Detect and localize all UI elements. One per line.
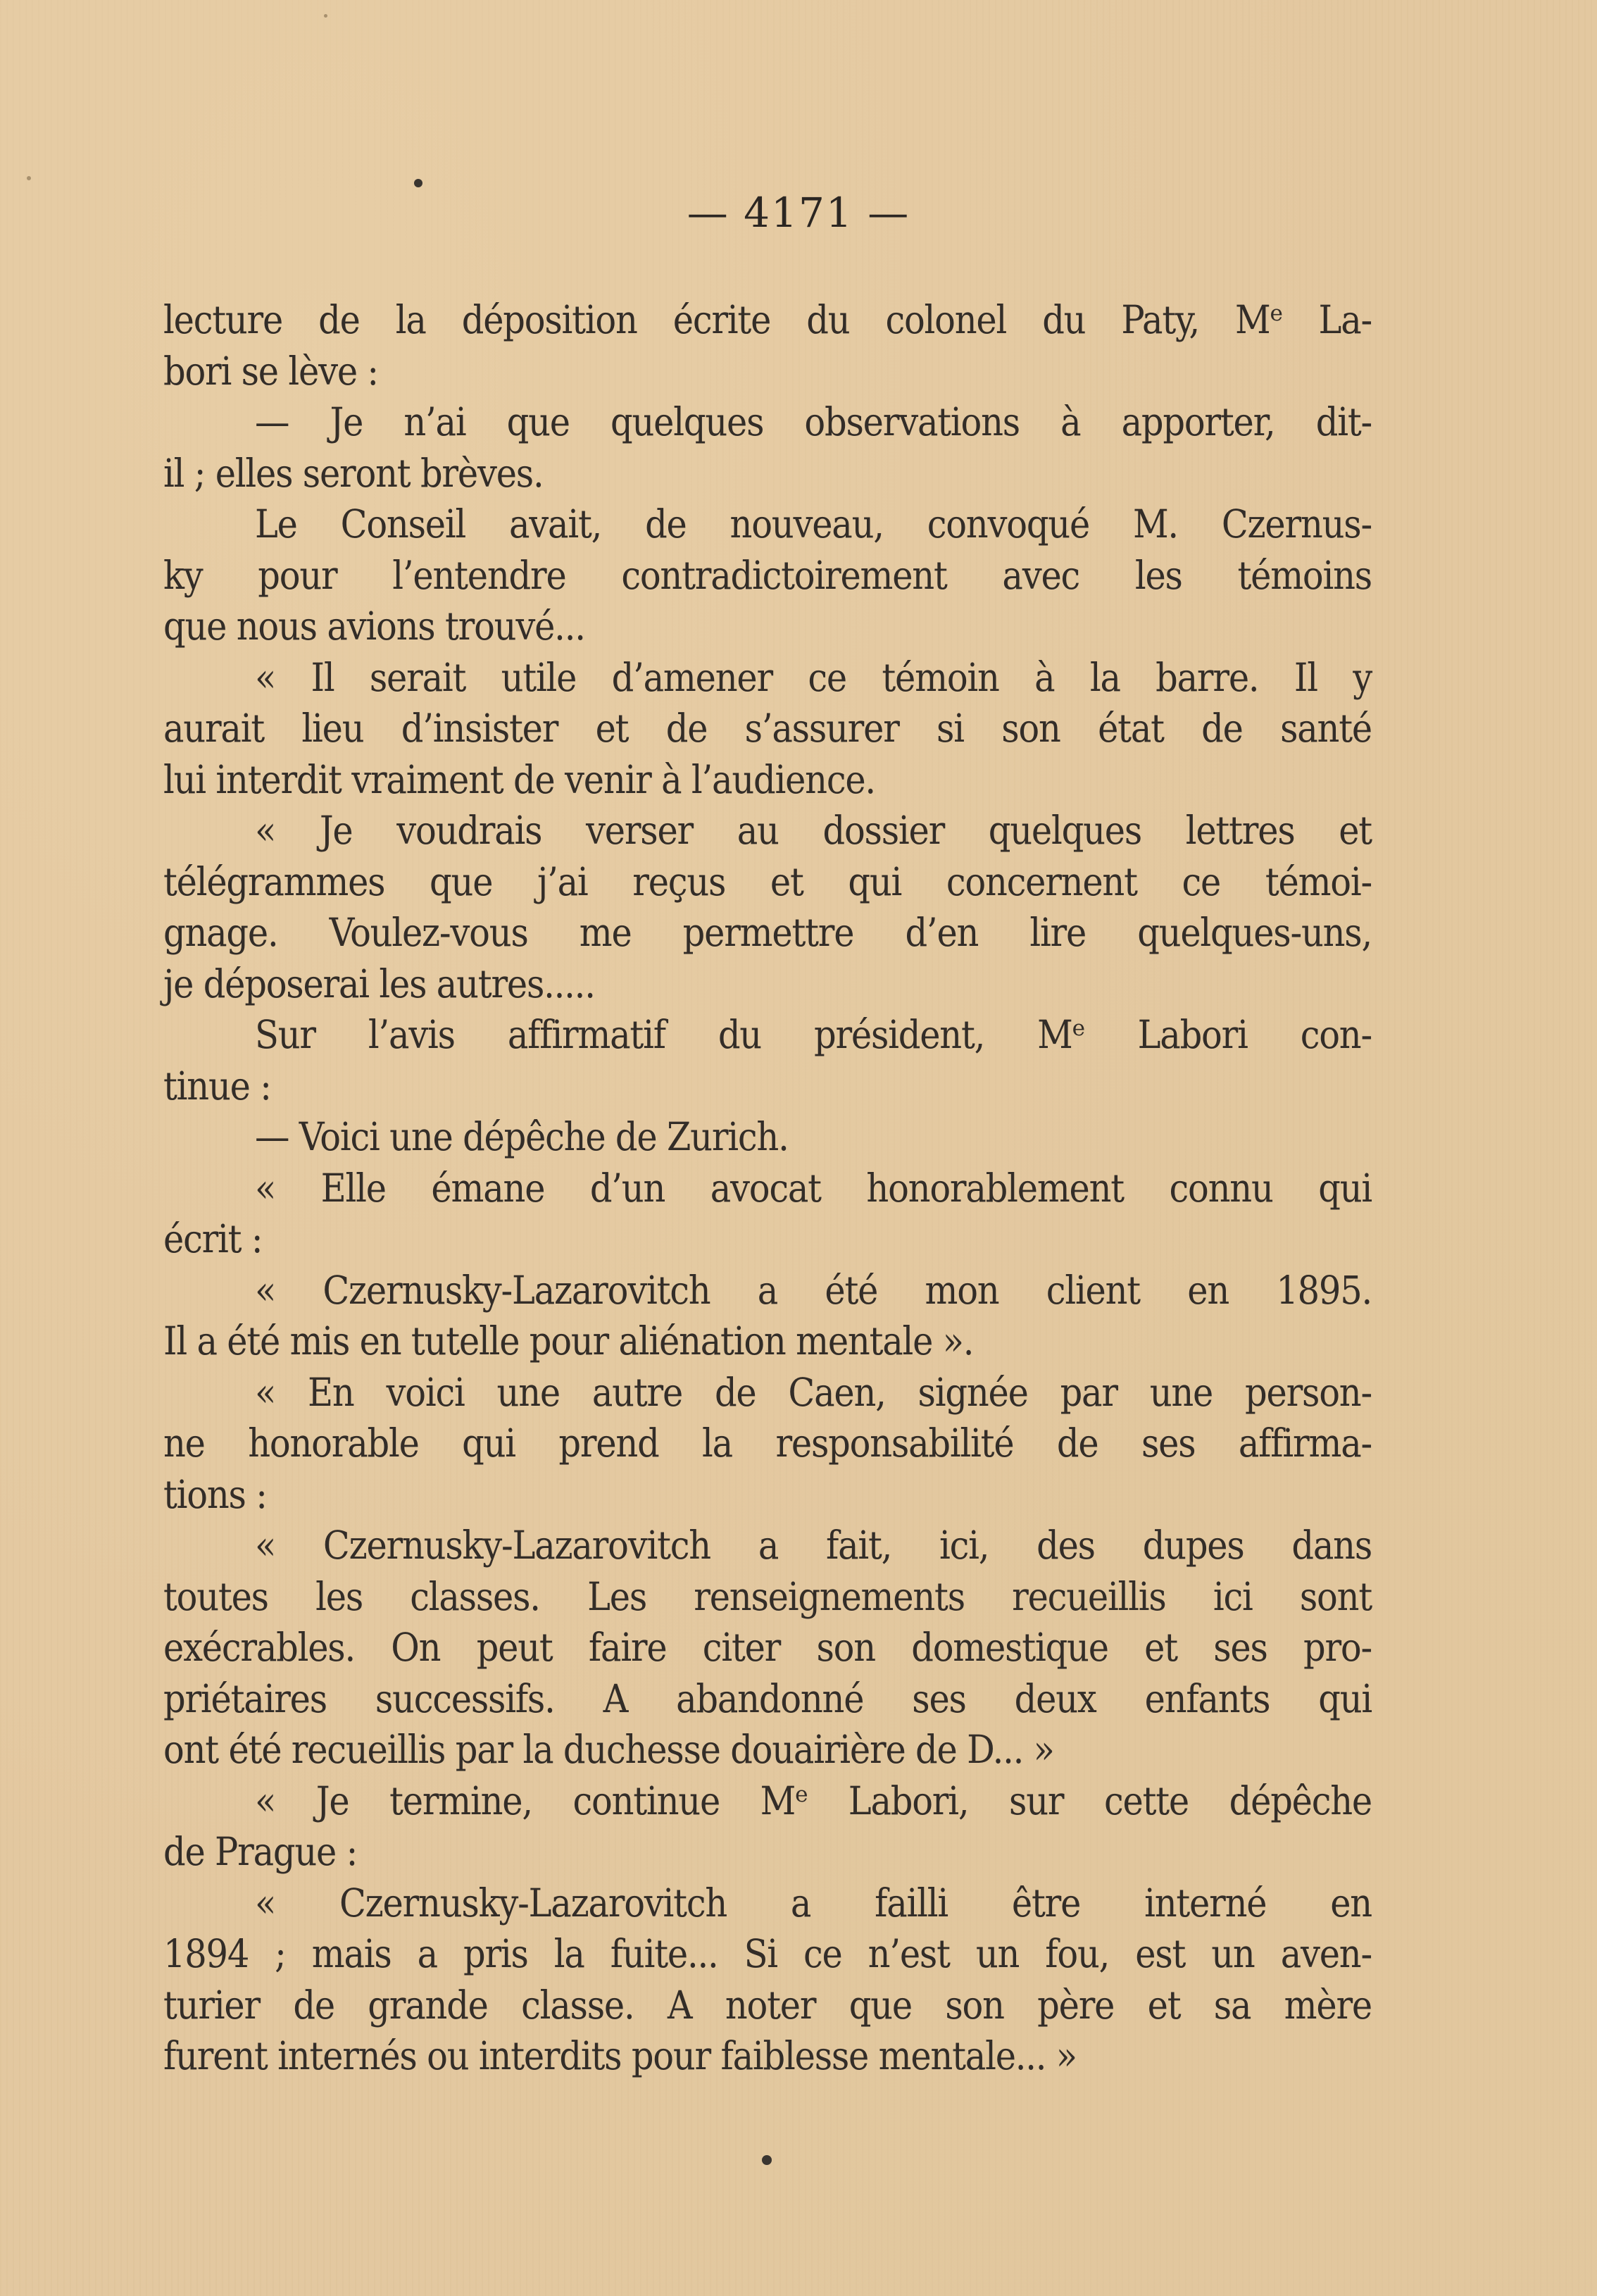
text-line: tinue : <box>163 1063 271 1109</box>
text-line: de Prague : <box>163 1829 358 1874</box>
ink-spot <box>762 2155 772 2165</box>
ink-spot <box>414 179 422 187</box>
text-line: bori se lève : <box>163 348 378 394</box>
text-line: ont été recueillis par la duchesse douairière de D... » <box>163 1727 1054 1772</box>
text-line: toutes les classes. Les renseignements recueillis ici sont <box>163 1573 1372 1619</box>
text-line: furent internés ou interdits pour faiblesse mentale... » <box>163 2033 1077 2078</box>
text-line: lecture de la déposition écrite du colonel du Paty, Mᵉ La- <box>163 297 1372 342</box>
text-line: Sur l’avis affirmatif du président, Mᵉ Labori con- <box>255 1012 1372 1057</box>
text-line: 1894 ; mais a pris la fuite... Si ce n’est un fou, est un aven- <box>163 1931 1372 1976</box>
text-line: que nous avions trouvé... <box>163 604 585 649</box>
paper-speck <box>27 176 31 180</box>
paper-speck <box>324 14 327 18</box>
text-line: « Czernusky-Lazarovitch a failli être interné en <box>255 1880 1372 1926</box>
text-line: Il a été mis en tutelle pour aliénation mentale ». <box>163 1318 974 1364</box>
text-line: « Il serait utile d’amener ce témoin à la barre. Il y <box>255 654 1372 700</box>
text-line: exécrables. On peut faire citer son domestique et ses pro- <box>163 1625 1372 1670</box>
text-line: — Voici une dépêche de Zurich. <box>255 1114 789 1159</box>
text-line: « Je voudrais verser au dossier quelques lettres et <box>255 808 1372 853</box>
text-line: je déposerai les autres..... <box>163 961 595 1006</box>
text-line: écrit : <box>163 1216 263 1261</box>
text-line: « Elle émane d’un avocat honorablement connu qui <box>255 1165 1372 1211</box>
text-line: priétaires successifs. A abandonné ses deux enfants qui <box>163 1676 1372 1721</box>
text-line: ne honorable qui prend la responsabilité de ses affirma- <box>163 1421 1372 1466</box>
text-line: Le Conseil avait, de nouveau, convoqué M. Czernus- <box>255 501 1372 547</box>
page-body <box>163 294 1372 2082</box>
text-line: lui interdit vraiment de venir à l’audience. <box>163 756 875 802</box>
text-line: il ; elles seront brèves. <box>163 450 544 496</box>
text-line: gnage. Voulez-vous me permettre d’en lire quelques-uns, <box>163 910 1372 955</box>
page-number: — 4171 — <box>687 189 910 237</box>
text-line: « En voici une autre de Caen, signée par une person- <box>255 1369 1372 1415</box>
text-line: aurait lieu d’insister et de s’assurer si son état de santé <box>163 706 1372 751</box>
text-line: « Czernusky-Lazarovitch a été mon client en 1895. <box>255 1267 1372 1313</box>
text-line: « Czernusky-Lazarovitch a fait, ici, des dupes dans <box>255 1523 1372 1568</box>
text-line: télégrammes que j’ai reçus et qui concernent ce témoi- <box>163 859 1372 904</box>
text-line: « Je termine, continue Mᵉ Labori, sur cette dépêche <box>255 1778 1372 1823</box>
text-line: ky pour l’entendre contradictoirement avec les témoins <box>163 552 1372 598</box>
text-line: tions : <box>163 1471 267 1517</box>
text-line: — Je n’ai que quelques observations à apporter, dit- <box>255 399 1372 444</box>
text-line: turier de grande classe. A noter que son père et sa mère <box>163 1982 1372 2028</box>
